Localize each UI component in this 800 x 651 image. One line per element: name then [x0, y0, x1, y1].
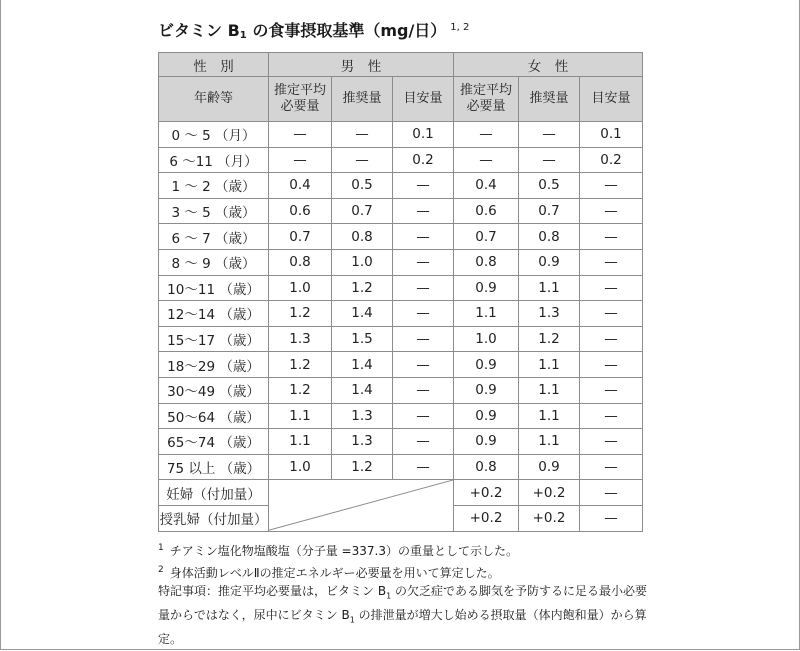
value-cell-f-rda: 1.3: [519, 301, 580, 327]
diagonal-line: [269, 480, 453, 530]
value-cell-f-ai: —: [580, 301, 643, 327]
age-cell: 8 ～ 9 （歳）: [159, 249, 269, 275]
table-row: [159, 249, 643, 275]
value-cell-f-ear: 0.8: [454, 249, 519, 275]
value-cell-f-ai: —: [580, 403, 643, 429]
value-cell-f-ai: 0.1: [580, 122, 643, 148]
value-cell-f-rda: 0.7: [519, 198, 580, 224]
table-row: [159, 173, 643, 199]
header-sex: 性 別: [159, 53, 269, 77]
value-cell-m-ai: —: [393, 352, 454, 378]
value-cell-m-rda: 0.5: [332, 173, 393, 199]
footnotes: [158, 539, 648, 648]
value-cell-m-ear: 1.2: [269, 301, 332, 327]
table-row: [159, 224, 643, 250]
header-male-rda: 推奨量: [332, 77, 393, 122]
value-cell-f-ai: —: [580, 249, 643, 275]
value-cell-f-rda: 0.8: [519, 224, 580, 250]
age-cell: 30～49 （歳）: [159, 377, 269, 403]
value-cell-f-ear: 0.4: [454, 173, 519, 199]
value-cell-m-rda: 1.2: [332, 454, 393, 480]
value-cell-m-ai: —: [393, 326, 454, 352]
age-cell: 3 ～ 5 （歳）: [159, 198, 269, 224]
age-cell: 1 ～ 2 （歳）: [159, 173, 269, 199]
value-cell-m-rda: 1.2: [332, 275, 393, 301]
header-age: 年齢等: [159, 77, 269, 122]
value-cell-f-ear: —: [454, 147, 519, 173]
value-cell-f-rda: 1.2: [519, 326, 580, 352]
value-cell-m-rda: 1.4: [332, 301, 393, 327]
value-cell-f-ai: —: [580, 198, 643, 224]
value-cell-f-ear: 1.1: [454, 301, 519, 327]
value-cell-f-rda: 0.9: [519, 249, 580, 275]
age-cell: 0 ～ 5 （月）: [159, 122, 269, 148]
value-cell-f-ai: 0.2: [580, 147, 643, 173]
footnote-1: $^1$ チアミン塩化物塩酸塩（分子量 =337.3）の重量として示した。: [158, 543, 518, 558]
header-male-ai: 目安量: [393, 77, 454, 122]
value-cell-f-ear: 0.8: [454, 454, 519, 480]
value-cell-f-ear: 0.6: [454, 198, 519, 224]
value-cell-m-ai: —: [393, 377, 454, 403]
value-cell-m-ear: —: [269, 122, 332, 148]
table-row: [159, 377, 643, 403]
value-cell-m-ear: 0.6: [269, 198, 332, 224]
value-cell-m-ear: 1.0: [269, 454, 332, 480]
value-cell-f-ear: +0.2: [454, 505, 519, 531]
value-cell-m-rda: 1.0: [332, 249, 393, 275]
value-cell-f-rda: 0.5: [519, 173, 580, 199]
value-cell-m-ai: —: [393, 275, 454, 301]
value-cell-m-ai: 0.1: [393, 122, 454, 148]
value-cell-f-ear: 0.9: [454, 352, 519, 378]
value-cell-f-ear: 0.9: [454, 403, 519, 429]
age-cell: 65～74 （歳）: [159, 429, 269, 455]
value-cell-f-ear: 1.0: [454, 326, 519, 352]
table-row: [159, 352, 643, 378]
table-title: [158, 18, 469, 41]
title-text: ビタミン B: [158, 21, 240, 40]
value-cell-f-rda: —: [519, 122, 580, 148]
age-cell: 6 ～ 7 （歳）: [159, 224, 269, 250]
not-applicable-cell: [269, 480, 454, 531]
value-cell-f-ai: —: [580, 224, 643, 250]
value-cell-f-ai: —: [580, 429, 643, 455]
value-cell-m-ear: 1.2: [269, 377, 332, 403]
header-male: 男 性: [269, 53, 454, 77]
value-cell-f-rda: 1.1: [519, 429, 580, 455]
value-cell-m-rda: 1.3: [332, 429, 393, 455]
age-cell: 授乳婦（付加量）: [159, 505, 269, 531]
value-cell-m-ai: —: [393, 224, 454, 250]
age-cell: 6 ～11 （月）: [159, 147, 269, 173]
value-cell-m-ear: 0.4: [269, 173, 332, 199]
value-cell-m-ear: 1.0: [269, 275, 332, 301]
table-row: [159, 403, 643, 429]
value-cell-f-ai: —: [580, 173, 643, 199]
table-row: [159, 147, 643, 173]
table-row: [159, 198, 643, 224]
table-row: [159, 454, 643, 480]
table-row: [159, 122, 643, 148]
age-cell: 12～14 （歳）: [159, 301, 269, 327]
table-row: [159, 326, 643, 352]
value-cell-m-ear: 0.7: [269, 224, 332, 250]
age-cell: 妊婦（付加量）: [159, 480, 269, 506]
value-cell-f-ai: —: [580, 454, 643, 480]
value-cell-m-rda: 1.3: [332, 403, 393, 429]
header-female-ai: 目安量: [580, 77, 643, 122]
age-cell: 75 以上 （歳）: [159, 454, 269, 480]
value-cell-m-ai: —: [393, 403, 454, 429]
value-cell-m-rda: —: [332, 122, 393, 148]
value-cell-m-ear: 1.1: [269, 429, 332, 455]
value-cell-m-rda: 0.7: [332, 198, 393, 224]
value-cell-f-ear: 0.9: [454, 275, 519, 301]
table-row: [159, 301, 643, 327]
value-cell-m-ai: —: [393, 429, 454, 455]
header-female-ear: 推定平均 必要量: [454, 77, 519, 122]
value-cell-f-rda: 1.1: [519, 377, 580, 403]
header-female: 女 性: [454, 53, 643, 77]
value-cell-f-ear: 0.7: [454, 224, 519, 250]
value-cell-f-ear: 0.9: [454, 429, 519, 455]
value-cell-f-rda: 1.1: [519, 403, 580, 429]
value-cell-f-rda: +0.2: [519, 480, 580, 506]
value-cell-m-rda: 1.4: [332, 352, 393, 378]
age-cell: 15～17 （歳）: [159, 326, 269, 352]
value-cell-m-rda: 0.8: [332, 224, 393, 250]
value-cell-f-rda: 1.1: [519, 352, 580, 378]
value-cell-f-ai: —: [580, 275, 643, 301]
value-cell-m-ai: —: [393, 198, 454, 224]
value-cell-m-rda: 1.4: [332, 377, 393, 403]
value-cell-m-ai: 0.2: [393, 147, 454, 173]
value-cell-m-ai: —: [393, 454, 454, 480]
intake-table: [158, 52, 643, 532]
value-cell-m-ai: —: [393, 173, 454, 199]
value-cell-f-ai: —: [580, 505, 643, 531]
value-cell-f-ai: —: [580, 326, 643, 352]
header-male-ear: 推定平均 必要量: [269, 77, 332, 122]
value-cell-m-ear: —: [269, 147, 332, 173]
value-cell-m-ear: 1.2: [269, 352, 332, 378]
age-cell: 50～64 （歳）: [159, 403, 269, 429]
value-cell-f-rda: 1.1: [519, 275, 580, 301]
age-cell: 10～11 （歳）: [159, 275, 269, 301]
special-note: 特記事項：推定平均必要量は，ビタミン $B_1$ の欠乏症である脚気を予防するに足る最小必要量からではなく，尿中にビタミン $B_1$ の排泄量が増大し始める摂取量（体内飽和量）から算定。: [158, 584, 647, 646]
value-cell-f-ear: —: [454, 122, 519, 148]
value-cell-m-rda: 1.5: [332, 326, 393, 352]
header-female-rda: 推奨量: [519, 77, 580, 122]
value-cell-m-ear: 1.1: [269, 403, 332, 429]
value-cell-f-rda: —: [519, 147, 580, 173]
value-cell-m-ear: 0.8: [269, 249, 332, 275]
value-cell-f-rda: 0.9: [519, 454, 580, 480]
table-row: [159, 275, 643, 301]
value-cell-f-ai: —: [580, 377, 643, 403]
value-cell-m-ear: 1.3: [269, 326, 332, 352]
table-row: [159, 429, 643, 455]
title-footnote-refs: 1, 2: [450, 22, 470, 33]
table-row-additional: [159, 480, 643, 506]
value-cell-f-rda: +0.2: [519, 505, 580, 531]
value-cell-f-ear: 0.9: [454, 377, 519, 403]
value-cell-f-ai: —: [580, 352, 643, 378]
age-cell: 18～29 （歳）: [159, 352, 269, 378]
value-cell-f-ai: —: [580, 480, 643, 506]
value-cell-m-ai: —: [393, 249, 454, 275]
footnote-2: $^2$ 身体活動レベルⅡの推定エネルギー必要量を用いて算定した。: [158, 564, 500, 580]
title-subscript: 1: [239, 30, 247, 41]
value-cell-m-ai: —: [393, 301, 454, 327]
value-cell-f-ear: +0.2: [454, 480, 519, 506]
title-unit: の食事摂取基準（mg/日）: [246, 21, 447, 40]
value-cell-m-rda: —: [332, 147, 393, 173]
